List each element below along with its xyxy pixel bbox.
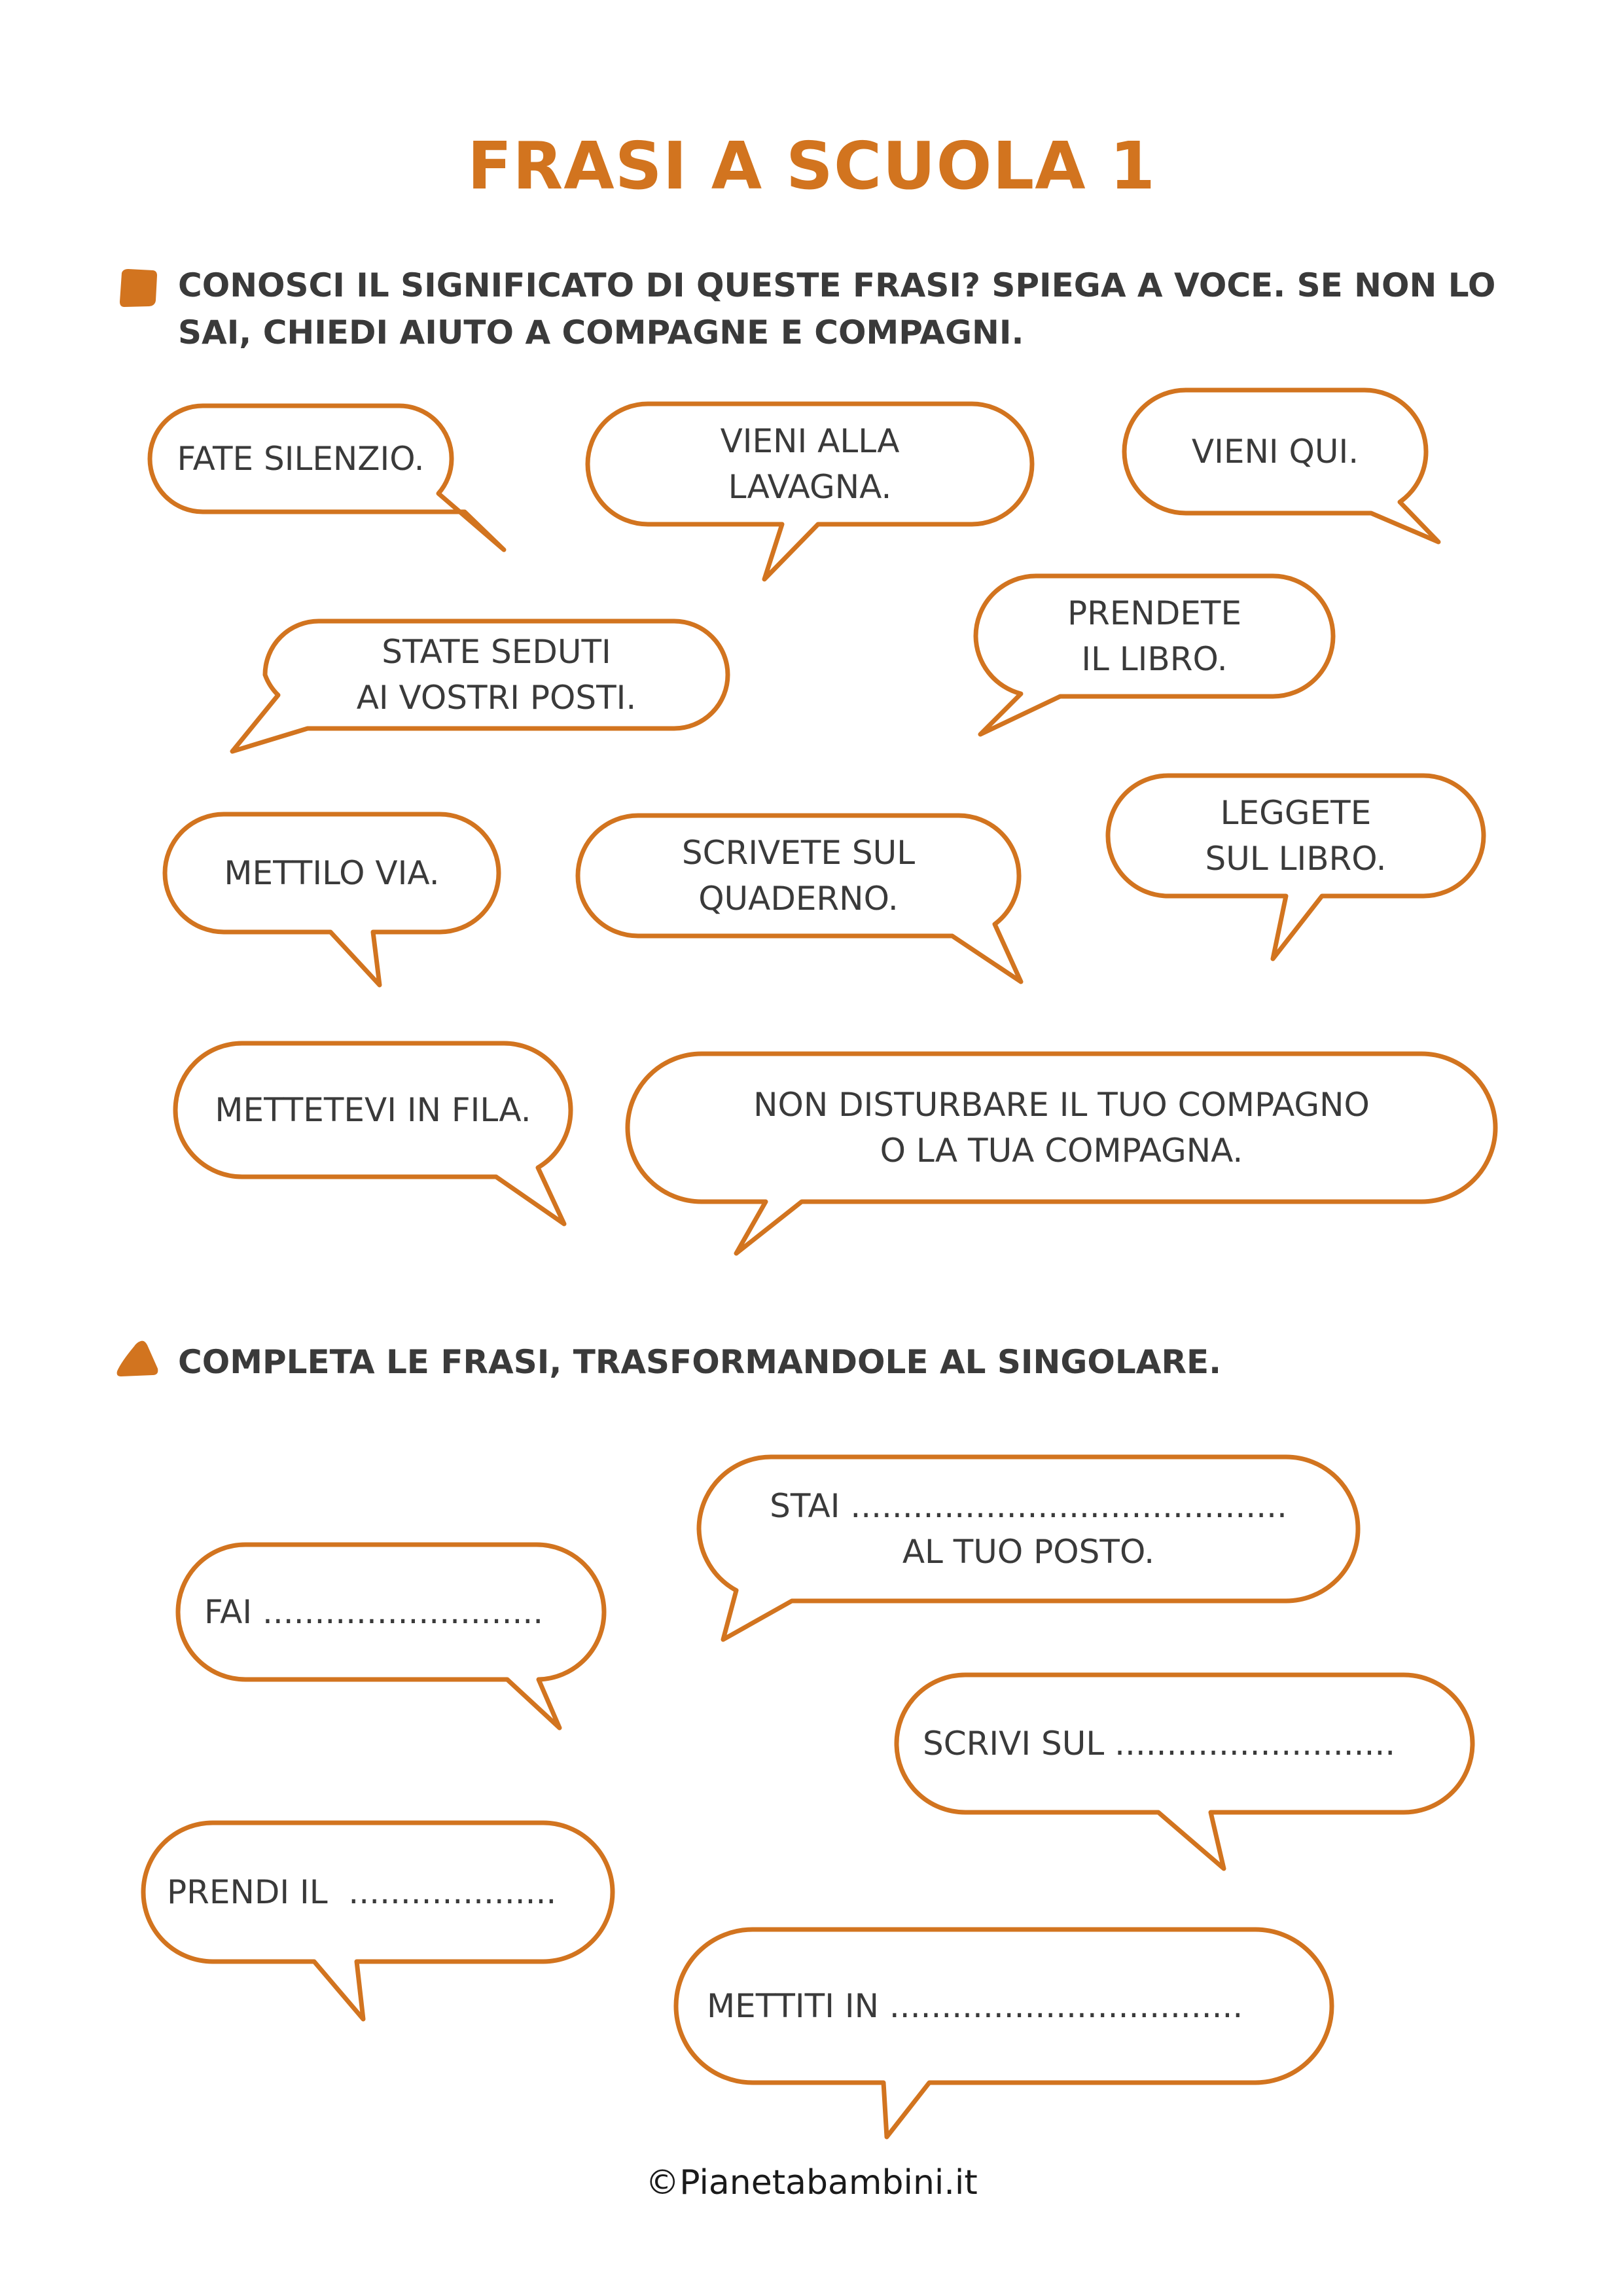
bubble-text-7: SCRIVETE SUL QUADERNO. — [681, 834, 916, 918]
section2-instruction: COMPLETA LE FRASI, TRASFORMANDOLE AL SINGOLARE. — [178, 1343, 1222, 1381]
instruction-line-1: CONOSCI IL SIGNIFICATO DI QUESTE FRASI? SPIEGA A VOCE. SE NON LO — [178, 266, 1496, 304]
page-title: FRASI A SCUOLA 1 — [467, 128, 1156, 204]
fill-bubble-text-stai: STAI .......................................... AL TUO POSTO. — [770, 1487, 1287, 1571]
copyright-footer: ©Pianetabambini.it — [645, 2163, 978, 2202]
bubble-text-8: LEGGETE SUL LIBRO. — [1205, 794, 1387, 878]
fill-bubble-text-scrivi: SCRIVI SUL ........................... — [923, 1725, 1396, 1763]
fill-bubble-text-fai: FAI ........................... — [204, 1593, 544, 1631]
bubble-text-1: FATE SILENZIO. — [177, 440, 425, 478]
bubble-text-6: METTILO VIA. — [224, 854, 440, 892]
fill-bubble-text-mettiti: METTITI IN .................................. — [707, 1987, 1243, 2025]
bubble-text-2: VIENI ALLA LAVAGNA. — [720, 422, 900, 506]
instruction-line-2: SAI, CHIEDI AIUTO A COMPAGNE E COMPAGNI. — [178, 314, 1024, 351]
bubble-text-5: PRENDETE IL LIBRO. — [1067, 594, 1242, 678]
fill-bubble-text-prendi: PRENDI IL .................... — [167, 1873, 557, 1911]
bubble-text-10: NON DISTURBARE IL TUO COMPAGNO O LA TUA COMPAGNA. — [753, 1086, 1370, 1170]
bubble-text-3: VIENI QUI. — [1191, 433, 1359, 471]
bubble-text-4: STATE SEDUTI AI VOSTRI POSTI. — [356, 633, 637, 717]
bubble-text-9: METTETEVI IN FILA. — [215, 1091, 531, 1129]
